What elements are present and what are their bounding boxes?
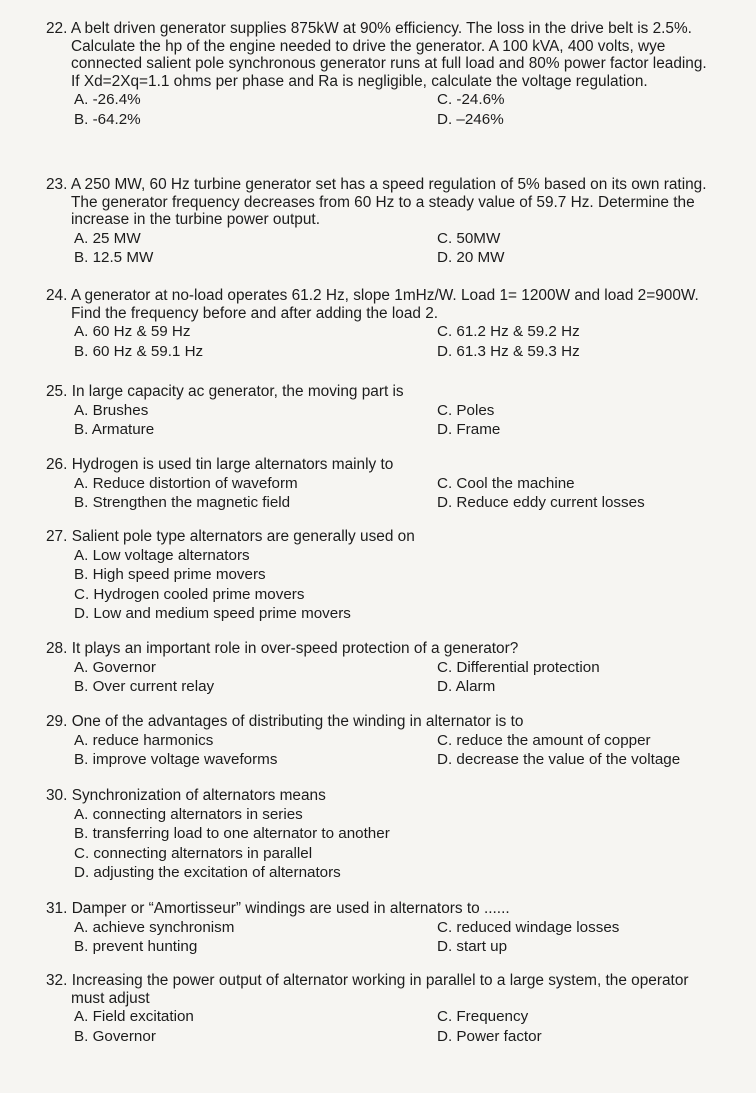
option-d[interactable]: D. Power factor	[437, 1027, 542, 1045]
option-c[interactable]: C. reduced windage losses	[437, 918, 620, 936]
option-a[interactable]: A. 60 Hz & 59 Hz	[74, 323, 191, 341]
option-b[interactable]: B. High speed prime movers	[74, 566, 266, 584]
question-22	[0, 20, 756, 130]
options-row	[0, 731, 756, 751]
question-text: One of the advantages of distributing the winding in alternator is to	[71, 713, 524, 730]
options-row	[0, 401, 756, 421]
option-c[interactable]: C. Cool the machine	[437, 474, 575, 492]
question-text: A belt driven generator supplies 875kW at 90% efficiency. The loss in the drive belt is 2.5%. Calculate the hp of the engine needed to drive the generator. A 100 kVA, 400 volts, wye connected salient pole synchronous generator runs at full load and 80% power factor leading. If Xd=2Xq=1.1 ohms per phase and Ra is negligible, calculate the voltage regulation.	[70, 20, 707, 90]
option-a[interactable]: A. connecting alternators in series	[74, 805, 303, 823]
option-a[interactable]: A. Low voltage alternators	[74, 546, 250, 564]
option-c[interactable]: C. 61.2 Hz & 59.2 Hz	[437, 323, 580, 341]
question-number: 23.	[46, 176, 68, 193]
options-row	[0, 1007, 756, 1027]
question-26	[0, 456, 756, 513]
question-stem	[0, 176, 756, 229]
options-row	[0, 229, 756, 249]
question-stem	[0, 640, 756, 658]
question-29	[0, 713, 756, 770]
question-text: Increasing the power output of alternator working in parallel to a large system, the operator must adjust	[71, 972, 689, 1007]
option-c[interactable]: C. Frequency	[437, 1008, 529, 1026]
option-b[interactable]: B. Strengthen the magnetic field	[74, 494, 291, 512]
option-a[interactable]: A. Reduce distortion of waveform	[74, 474, 298, 492]
option-a[interactable]: A. 25 MW	[74, 229, 141, 247]
option-d[interactable]: D. Alarm	[437, 678, 496, 696]
question-stem	[0, 287, 756, 322]
option-d[interactable]: D. 20 MW	[437, 249, 505, 267]
option-a[interactable]: A. achieve synchronism	[74, 918, 235, 936]
question-stem	[0, 20, 756, 90]
option-d[interactable]: D. –246%	[437, 110, 504, 128]
option-c[interactable]: C. Poles	[437, 401, 495, 419]
question-text: A generator at no-load operates 61.2 Hz, slope 1mHz/W. Load 1= 1200W and load 2=900W. Find the frequency before and after adding the load 2.	[70, 287, 699, 322]
question-number: 22.	[46, 20, 68, 37]
options-row	[0, 918, 756, 938]
options-row	[0, 937, 756, 957]
option-a[interactable]: A. -26.4%	[74, 91, 141, 109]
options-row	[0, 90, 756, 110]
question-text: A 250 MW, 60 Hz turbine generator set has a speed regulation of 5% based on its own rating. The generator frequency decreases from 60 Hz to a steady value of 59.7 Hz. Determine the increase in the turbine power output.	[70, 176, 707, 229]
option-b[interactable]: B. Over current relay	[74, 678, 215, 696]
option-b[interactable]: B. 12.5 MW	[74, 249, 154, 267]
question-24	[0, 287, 756, 361]
question-stem	[0, 456, 756, 474]
option-d[interactable]: D. decrease the value of the voltage	[437, 751, 681, 769]
options-row	[0, 342, 756, 362]
option-a[interactable]: A. Field excitation	[74, 1008, 194, 1026]
question-text: Damper or “Amortisseur” windings are used in alternators to ......	[71, 900, 510, 917]
options-row	[0, 750, 756, 770]
question-text: Salient pole type alternators are generally used on	[71, 528, 415, 545]
question-number: 28.	[46, 640, 68, 657]
option-d[interactable]: D. Frame	[437, 421, 501, 439]
options-row	[0, 474, 756, 494]
question-text: Hydrogen is used tin large alternators mainly to	[71, 456, 394, 473]
question-number: 24.	[46, 287, 68, 304]
question-number: 30.	[46, 787, 68, 804]
option-b[interactable]: B. Governor	[74, 1027, 156, 1045]
option-c[interactable]: C. Differential protection	[437, 658, 600, 676]
options-row	[0, 493, 756, 513]
question-27	[0, 528, 756, 624]
option-d[interactable]: D. 61.3 Hz & 59.3 Hz	[437, 342, 580, 360]
question-text: Synchronization of alternators means	[71, 787, 326, 804]
question-number: 29.	[46, 713, 68, 730]
question-31	[0, 900, 756, 957]
option-b[interactable]: B. Armature	[74, 421, 155, 439]
question-30	[0, 787, 756, 883]
options-row	[0, 110, 756, 130]
option-c[interactable]: C. Hydrogen cooled prime movers	[74, 585, 305, 603]
options-row	[0, 658, 756, 678]
option-a[interactable]: A. Brushes	[74, 401, 149, 419]
option-a[interactable]: A. Governor	[74, 658, 156, 676]
option-c[interactable]: C. reduce the amount of copper	[437, 731, 651, 749]
question-stem	[0, 972, 756, 1007]
question-text: In large capacity ac generator, the moving part is	[71, 383, 404, 400]
options-row	[0, 248, 756, 268]
option-d[interactable]: D. start up	[437, 938, 508, 956]
question-28	[0, 640, 756, 697]
question-stem	[0, 528, 756, 546]
question-number: 26.	[46, 456, 68, 473]
option-b[interactable]: B. 60 Hz & 59.1 Hz	[74, 342, 204, 360]
option-a[interactable]: A. reduce harmonics	[74, 731, 214, 749]
option-c[interactable]: C. -24.6%	[437, 91, 505, 109]
option-c[interactable]: C. connecting alternators in parallel	[74, 844, 313, 862]
question-32	[0, 972, 756, 1046]
options-row	[0, 677, 756, 697]
question-stem	[0, 787, 756, 805]
option-b[interactable]: B. transferring load to one alternator to another	[74, 825, 390, 843]
question-stem	[0, 900, 756, 918]
question-text: It plays an important role in over-speed protection of a generator?	[71, 640, 519, 657]
question-stem	[0, 383, 756, 401]
question-stem	[0, 713, 756, 731]
options-row	[0, 420, 756, 440]
question-number: 25.	[46, 383, 68, 400]
option-d[interactable]: D. Low and medium speed prime movers	[74, 605, 351, 623]
question-number: 32.	[46, 972, 68, 989]
option-b[interactable]: B. improve voltage waveforms	[74, 751, 278, 769]
option-d[interactable]: D. adjusting the excitation of alternators	[74, 864, 341, 882]
option-c[interactable]: C. 50MW	[437, 229, 501, 247]
question-number: 31.	[46, 900, 68, 917]
option-b[interactable]: B. -64.2%	[74, 110, 141, 128]
options-row	[0, 322, 756, 342]
question-23	[0, 176, 756, 268]
options-row	[0, 1027, 756, 1047]
question-25	[0, 383, 756, 440]
option-b[interactable]: B. prevent hunting	[74, 938, 198, 956]
option-d[interactable]: D. Reduce eddy current losses	[437, 494, 645, 512]
question-number: 27.	[46, 528, 68, 545]
